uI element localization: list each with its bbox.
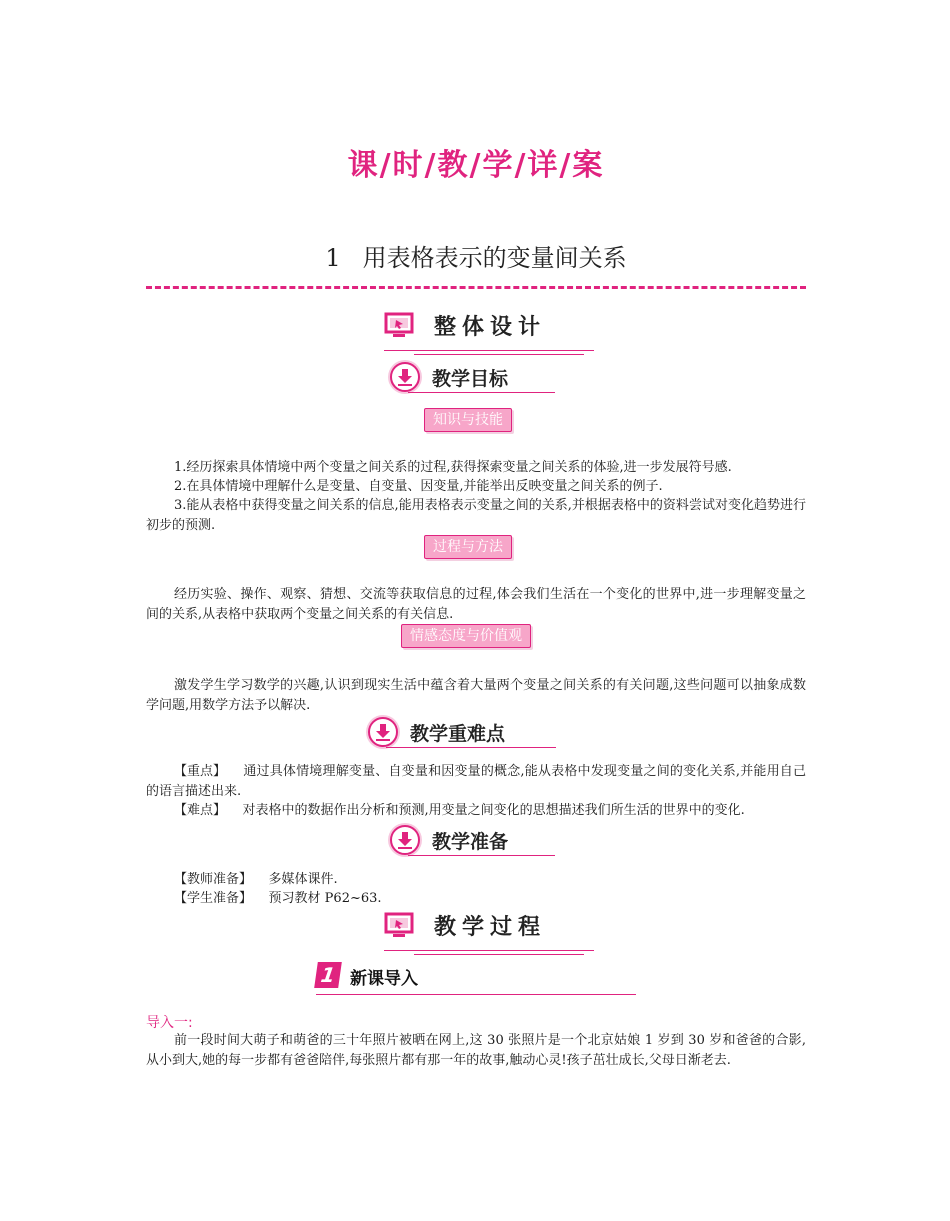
section-rule [384, 950, 594, 951]
step-new-lesson-intro [316, 962, 636, 996]
section-rule [408, 855, 555, 856]
monitor-icon [384, 312, 414, 344]
lesson-title [146, 238, 806, 273]
section-overall-design [146, 310, 806, 354]
section-rule [408, 392, 555, 393]
difficult-text: 对表格中的数据作出分析和预测,用变量之间变化的思想描述我们所生活的世界中的变化. [242, 803, 745, 818]
difficult-label: 【难点】 [174, 803, 227, 818]
download-arrow-icon [390, 362, 420, 392]
tag-knowledge: 知识与技能 [424, 408, 512, 432]
section-rule [414, 354, 584, 355]
download-arrow-icon [368, 717, 398, 747]
teacher-text: 多媒体课件. [268, 872, 338, 887]
student-preparation [146, 889, 806, 909]
section-objectives [146, 362, 806, 398]
student-label: 【学生准备】 [174, 891, 253, 906]
section-preparation [146, 825, 806, 861]
key-label: 【重点】 [174, 764, 227, 779]
objective-item: 1.经历探索具体情境中两个变量之间关系的过程,获得探索变量之间关系的体验,进一步发展符号感. [174, 460, 732, 475]
tag-emotion: 情感态度与价值观 [401, 624, 531, 648]
section-title: 教学目标 [432, 368, 509, 390]
teacher-preparation [146, 870, 806, 890]
tag-process: 过程与方法 [424, 535, 512, 559]
objective-item: 3.能从表格中获得变量之间关系的信息,能用表格表示变量之间的关系,并根据表格中的资料尝试对变化趋势进行初步的预测. [146, 498, 806, 533]
download-arrow-icon [390, 825, 420, 855]
emotion-paragraph: 激发学生学习数学的兴趣,认识到现实生活中蕴含着大量两个变量之间关系的有关问题,这些问题可以抽象成数学问题,用数学方法予以解决. [146, 678, 806, 713]
process-paragraph: 经历实验、操作、观察、猜想、交流等获取信息的过程,体会我们生活在一个变化的世界中,进一步理解变量之间的关系,从表格中获取两个变量之间关系的有关信息. [146, 587, 806, 622]
section-rule [384, 350, 594, 351]
student-text: 预习教材 P62~63. [268, 891, 382, 906]
step-number: 1 [314, 962, 342, 988]
step-rule [316, 994, 636, 995]
section-key-points [146, 717, 806, 753]
section-rule [386, 747, 556, 748]
intro-paragraph: 前一段时间大萌子和萌爸的三十年照片被晒在网上,这 30 张照片是一个北京姑娘 1 岁到 30 岁和爸爸的合影,从小到大,她的每一步都有爸爸陪伴,每张照片都有那一年的故事,触动心灵!孩子茁壮成长,父母日渐老去. [146, 1033, 806, 1068]
dashed-divider [146, 286, 806, 289]
lesson-number: 1 [325, 244, 341, 272]
step-title: 新课导入 [350, 969, 418, 989]
section-title: 教学重难点 [410, 723, 506, 745]
intro-label: 导入一: [146, 1015, 193, 1031]
series-title: 课/时/教/学/详/案 [347, 148, 605, 183]
section-teaching-process [146, 910, 806, 954]
section-title: 教学准备 [432, 831, 509, 853]
difficult-point-paragraph [146, 801, 806, 821]
lesson-title-text: 用表格表示的变量间关系 [362, 244, 627, 272]
objective-item: 2.在具体情境中理解什么是变量、自变量、因变量,并能举出反映变量之间关系的例子. [174, 479, 663, 494]
section-title: 教学过程 [434, 915, 547, 940]
monitor-icon [384, 912, 414, 944]
teacher-label: 【教师准备】 [174, 872, 253, 887]
section-title: 整体设计 [434, 315, 547, 340]
section-rule [414, 954, 584, 955]
key-text: 通过具体情境理解变量、自变量和因变量的概念,能从表格中发现变量之间的变化关系,并能用自己的语言描述出来. [146, 764, 806, 799]
key-point-paragraph [146, 762, 806, 802]
